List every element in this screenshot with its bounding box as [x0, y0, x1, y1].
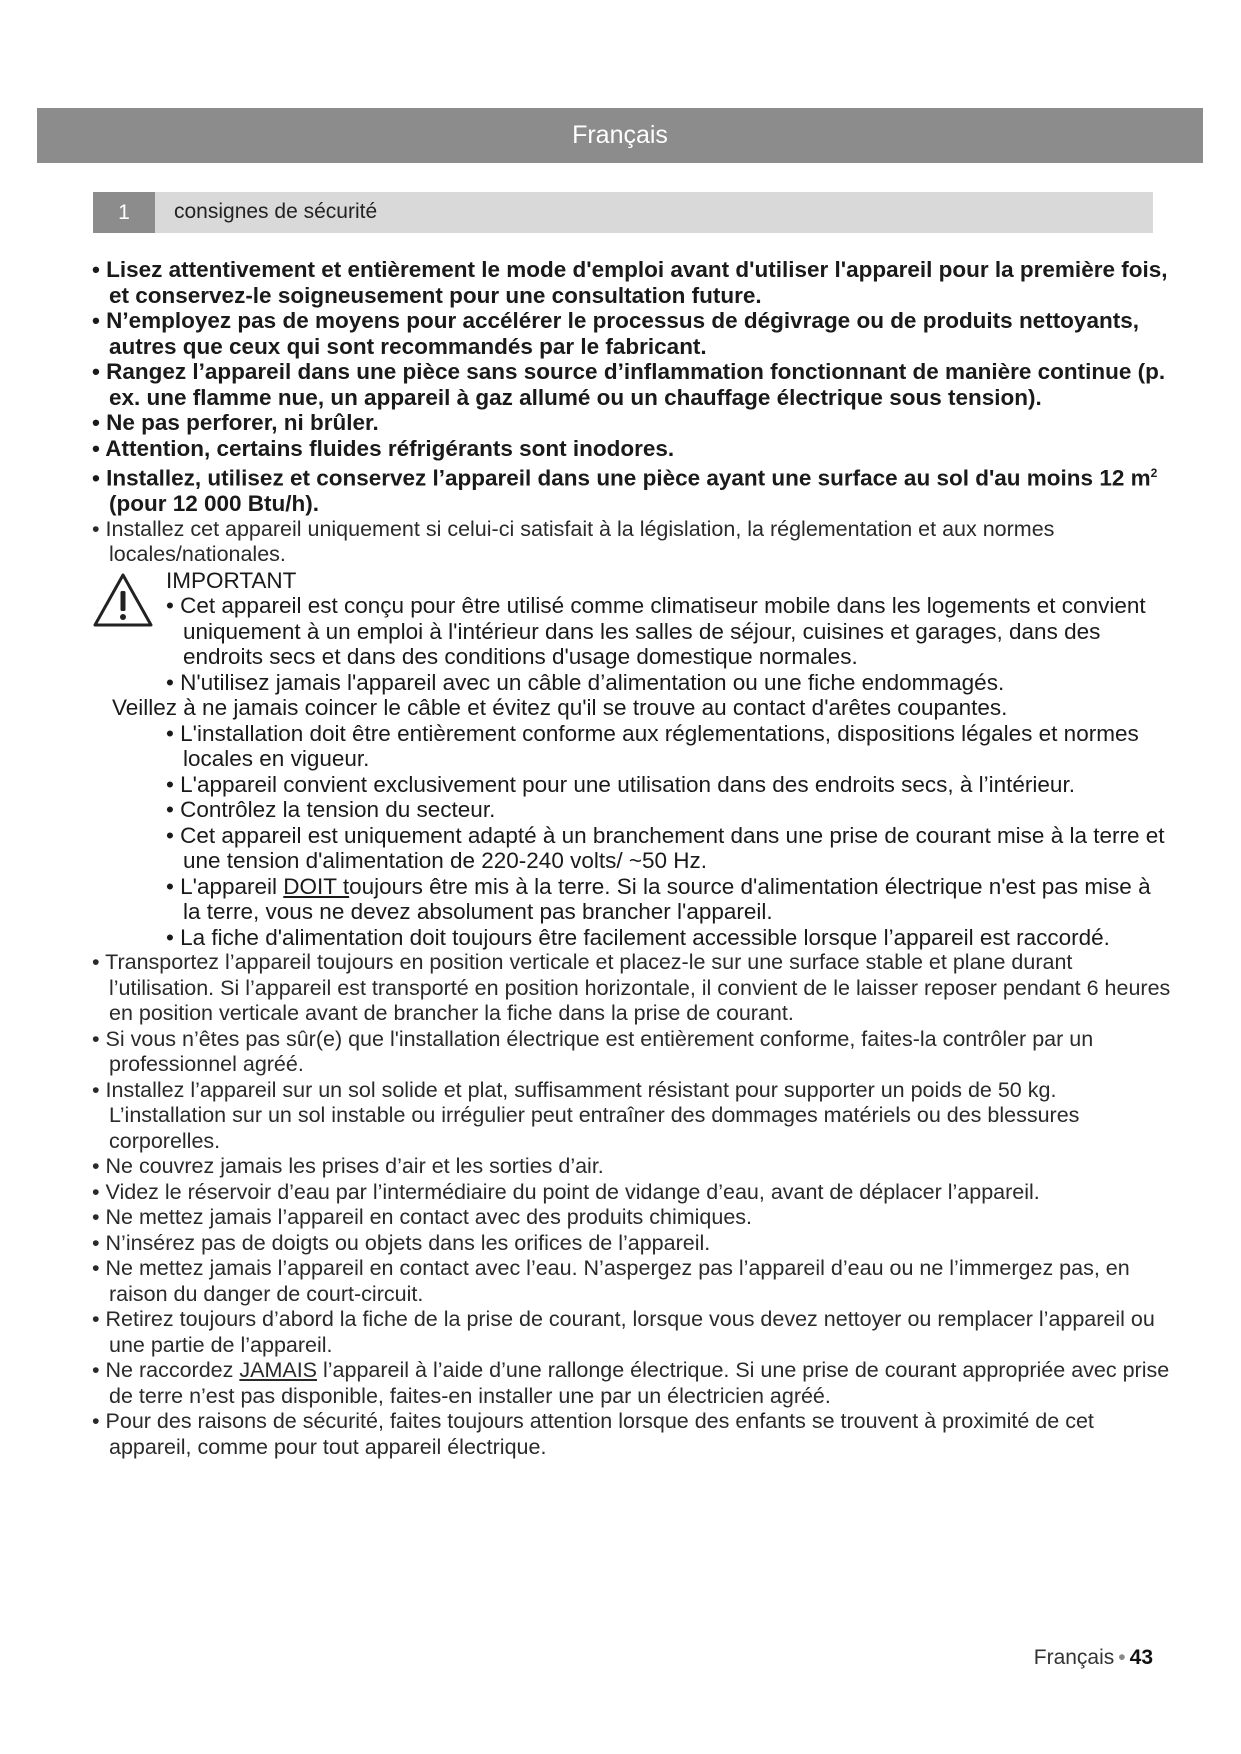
important-item: • L'appareil convient exclusivement pour une utilisation dans des endroits secs, à l’intérieur. — [166, 771, 1075, 797]
list-item: • N’insérez pas de doigts ou objets dans les orifices de l’appareil. — [92, 1230, 711, 1255]
bold-list-item: • Lisez attentivement et entièrement le mode d'emploi avant d'utiliser l'appareil pour la première fois, et conservez-le soigneusement pour une consultation future. — [92, 257, 1168, 308]
bold-list-item: • N’employez pas de moyens pour accélérer le processus de dégivrage ou de produits nettoyants, autres que ceux qui sont recommandés par le fabricant. — [92, 308, 1139, 359]
list-item: • Retirez toujours d’abord la fiche de la prise de courant, lorsque vous devez nettoyer ou remplacer l’appareil ou une partie de l’appareil. — [92, 1307, 1155, 1357]
list-item: • Transportez l’appareil toujours en position verticale et placez-le sur une surface stable et plane durant l’utilisation. Si l’appareil est transporté en position horizontale, il convient de le laisser reposer pendant 6 heures en position verticale avant de brancher la fiche dans la prise de courant. — [92, 950, 1171, 1025]
list-item: • Videz le réservoir d’eau par l’intermédiaire du point de vidange d’eau, avant de déplacer l’appareil. — [92, 1179, 1040, 1204]
list-item-legislation: • Installez cet appareil uniquement si celui-ci satisfait à la législation, la réglementation et aux normes locales/nationales. — [92, 516, 1055, 566]
list-item: • Ne mettez jamais l’appareil en contact avec des produits chimiques. — [92, 1205, 753, 1229]
important-item: • N'utilisez jamais l'appareil avec un câble d’alimentation ou une fiche endommagés. — [166, 669, 1005, 695]
language-header: Français — [37, 108, 1203, 163]
list-item: • Ne mettez jamais l’appareil en contact avec l’eau. N’aspergez pas l’appareil d’eau ou ne l’immergez pas, en raison du danger de court-circuit. — [92, 1256, 1130, 1306]
bold-list-item: • Ne pas perforer, ni brûler. — [92, 410, 379, 435]
section-header — [93, 192, 1153, 233]
bold-list-item: • Attention, certains fluides réfrigérants sont inodores. — [92, 435, 675, 461]
bold-list-item: • Rangez l’appareil dans une pièce sans source d’inflammation fonctionnant de manière continue (p. ex. une flamme nue, un appareil à gaz allumé ou un chauffage électrique sous tension). — [92, 359, 1166, 410]
list-item-extension-cord: • Ne raccordez JAMAIS l’appareil à l’aide d’une rallonge électrique. Si une prise de courant appropriée avec prise de terre n’est pas disponible, faites-en installer une par un électricien agréé. — [92, 1358, 1170, 1408]
list-item: • Installez l’appareil sur un sol solide et plat, suffisamment résistant pour supporter un poids de 50 kg. L’installation sur un sol instable ou irrégulier peut entraîner des dommages matériels ou des blessures corporelles. — [92, 1077, 1080, 1153]
important-item: • L'appareil DOIT toujours être mis à la terre. Si la source d'alimentation électrique n'est pas mise à la terre, vous ne devez absolument pas brancher l'appareil. — [166, 873, 1151, 924]
footer-separator: • — [1118, 1646, 1126, 1669]
warning-triangle-icon — [92, 572, 154, 628]
bold-list-item-area: • Installez, utilisez et conservez l’appareil dans une pièce ayant une surface au sol d'au moins 12 $m^2$ (pour 12 000 Btu/h). — [92, 465, 1158, 516]
list-item: • Ne couvrez jamais les prises d’air et les sorties d’air. — [92, 1154, 604, 1178]
section-number: 1 — [93, 192, 155, 233]
important-item: • Contrôlez la tension du secteur. — [166, 797, 496, 822]
important-paragraph: Veillez à ne jamais coincer le câble et évitez qu'il se trouve au contact d'arêtes coupantes. — [112, 695, 1008, 720]
section-title: consignes de sécurité — [174, 200, 378, 223]
list-item: • Si vous n’êtes pas sûr(e) que l'installation électrique est entièrement conforme, faites-la contrôler par un professionnel agréé. — [92, 1026, 1094, 1076]
list-item: • Pour des raisons de sécurité, faites toujours attention lorsque des enfants se trouvent à proximité de cet appareil, comme pour tout appareil électrique. — [92, 1409, 1094, 1459]
important-heading: IMPORTANT — [166, 567, 297, 593]
safety-instructions — [92, 257, 1172, 1460]
page-footer — [1034, 1646, 1153, 1670]
important-item: • La fiche d'alimentation doit toujours être facilement accessible lorsque l’appareil est raccordé. — [166, 924, 1110, 950]
important-item: • Cet appareil est uniquement adapté à un branchement dans une prise de courant mise à la terre et une tension d'alimentation de 220-240 volts/ ~50 Hz. — [166, 822, 1165, 873]
important-item: • L'installation doit être entièrement conforme aux réglementations, dispositions légales et normes locales en vigueur. — [166, 720, 1139, 771]
important-item: • Cet appareil est conçu pour être utilisé comme climatiseur mobile dans les logements et convient uniquement à un emploi à l'intérieur dans les salles de séjour, cuisines et garages, dans des endroits secs et dans des conditions d'usage domestique normales. — [166, 593, 1146, 669]
page-number: 43 — [1129, 1646, 1153, 1669]
footer-label: Français — [1033, 1646, 1115, 1669]
important-warning-block — [92, 568, 1172, 696]
